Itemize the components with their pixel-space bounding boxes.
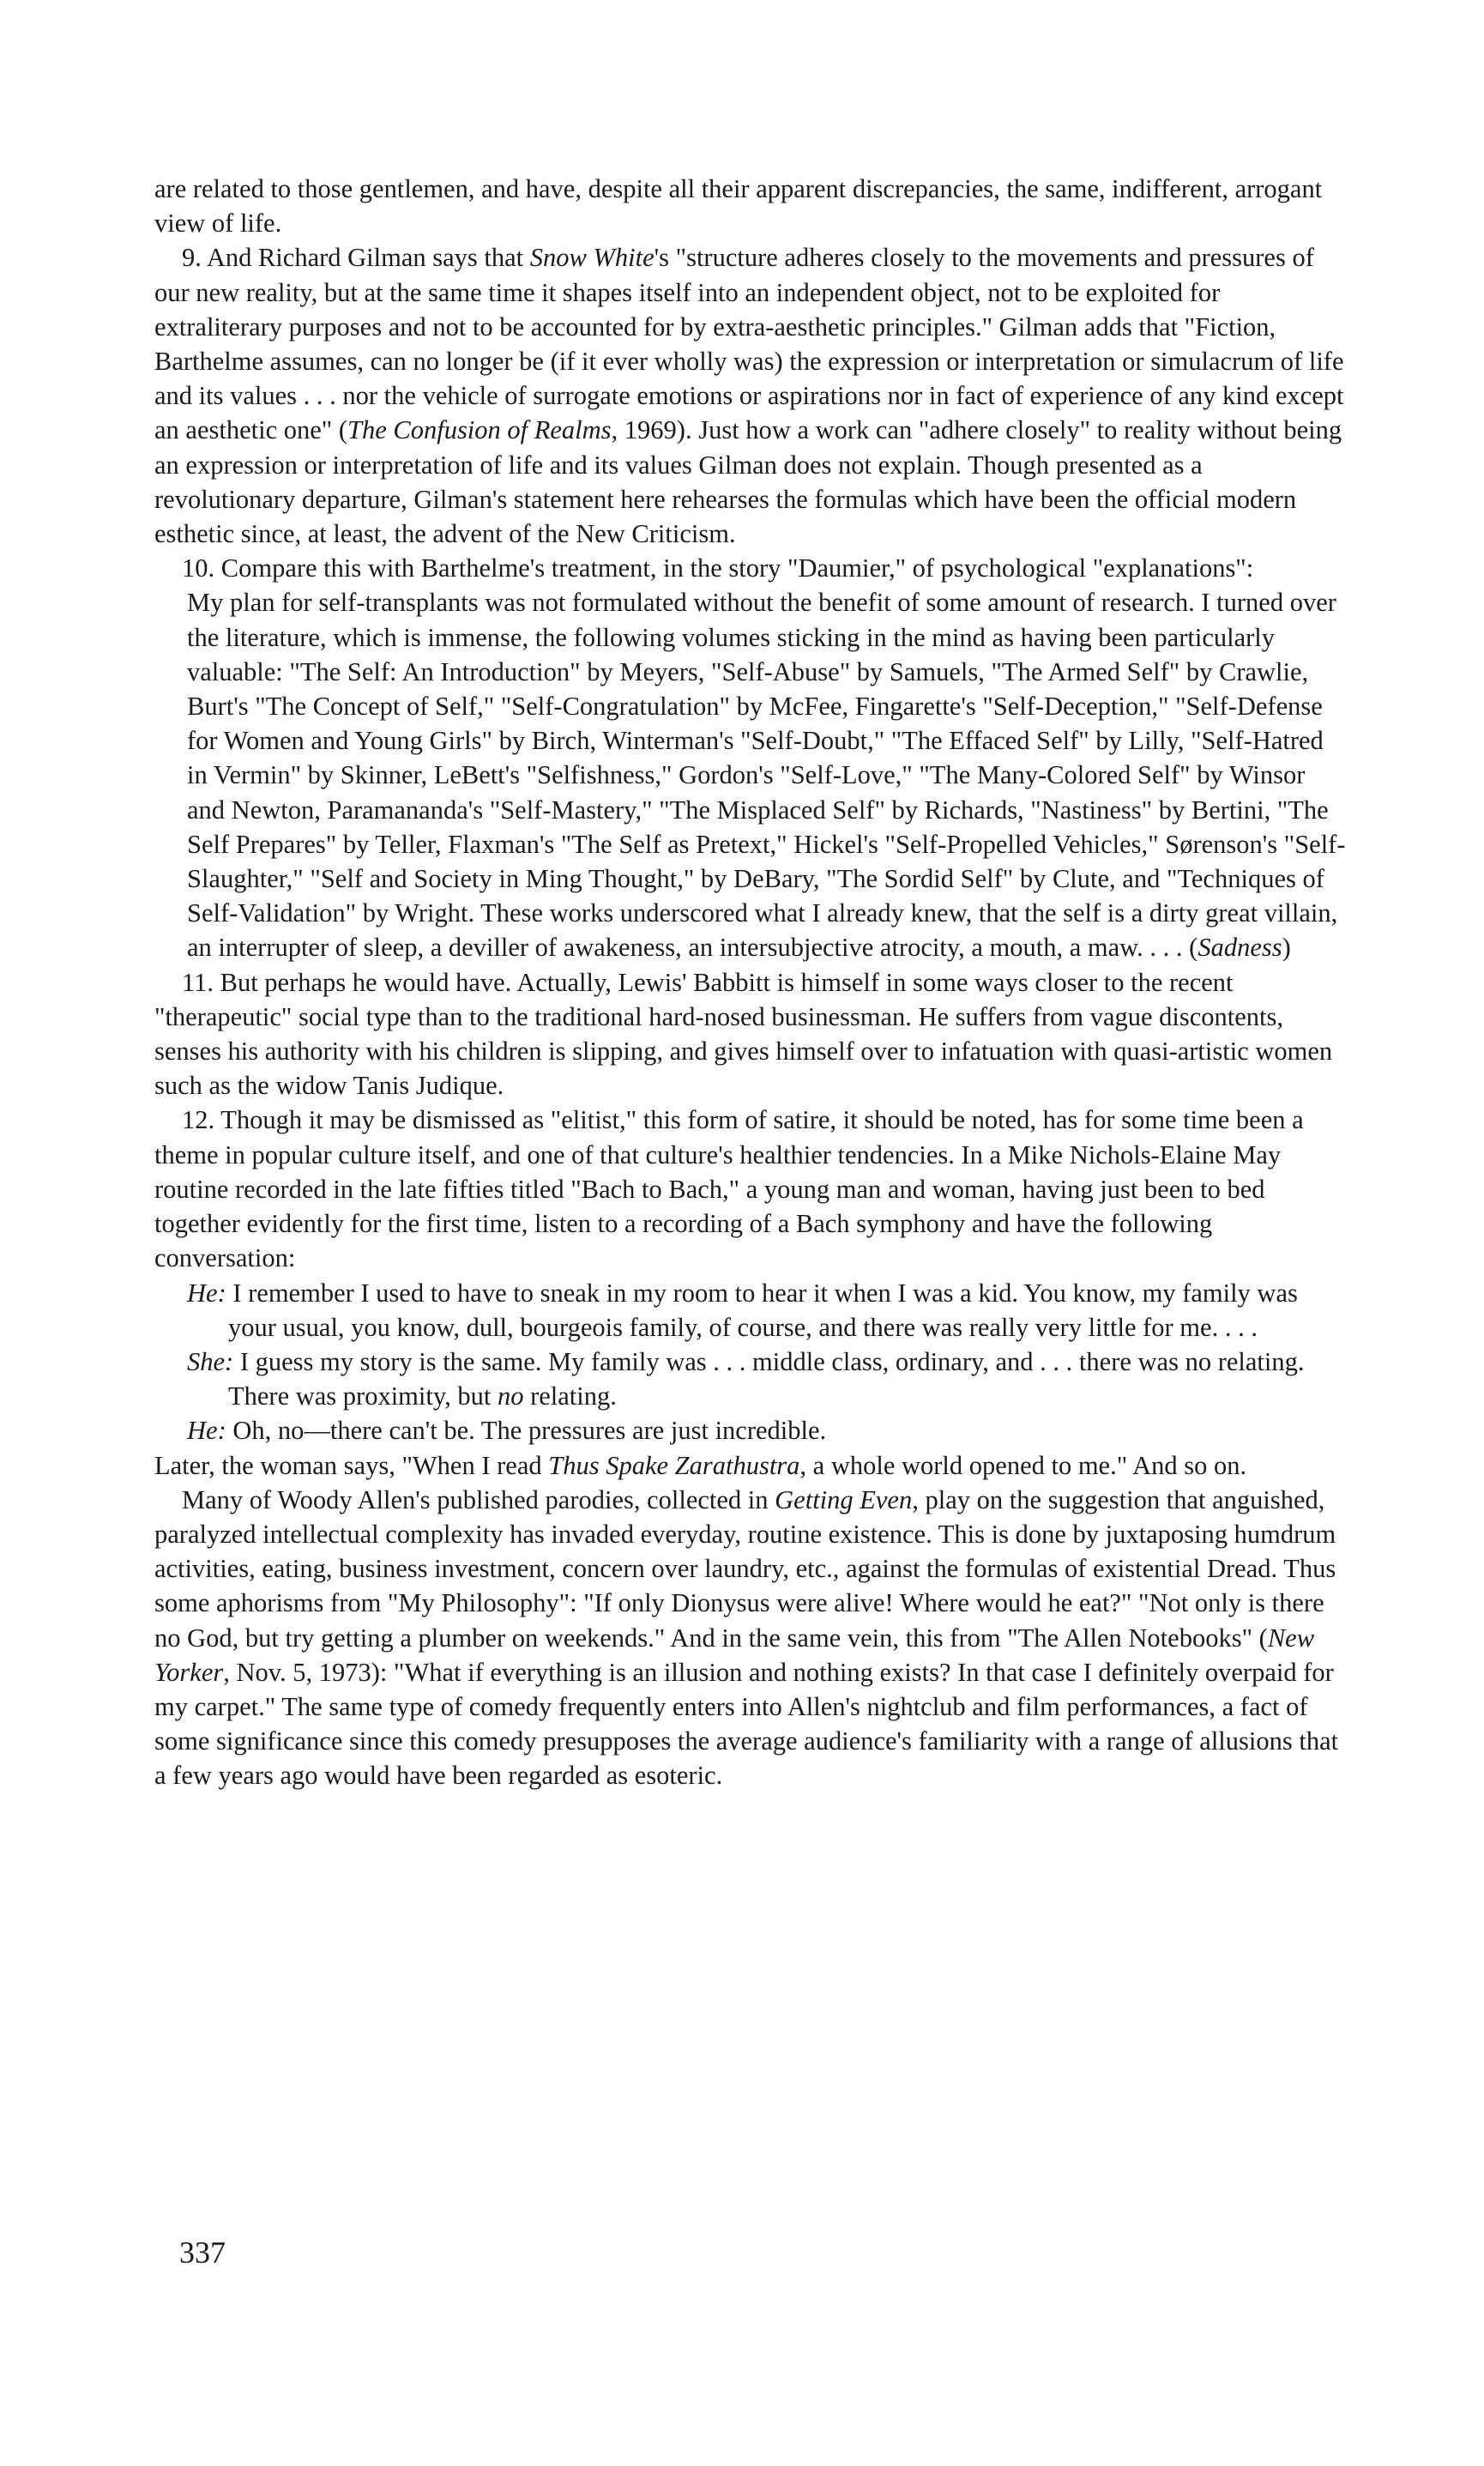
note-9-text-a: 9. And Richard Gilman says that: [182, 243, 530, 273]
book-title-confusion-of-realms: The Confusion of Realms: [347, 415, 612, 445]
dialogue-line-he-2: [187, 1413, 1347, 1448]
speaker-he: He:: [187, 1278, 226, 1308]
page-number: 337: [179, 2235, 226, 2270]
dialogue-text: I guess my story is the same. My family was . . . middle class, ordinary, and . . . there was no relating. There was proximity, but: [228, 1346, 1305, 1411]
dialogue-line-he-1: [187, 1276, 1347, 1345]
book-title-zarathustra: Thus Spake Zarathustra: [548, 1450, 800, 1480]
book-title-getting-even: Getting Even: [775, 1484, 913, 1514]
allen-text-c: , Nov. 5, 1973): "What if everything is an illusion and nothing exists? In that case I definitely overpaid for my carpet." The same type of comedy frequently enters into Allen's nightclub and film performances, a fact of some significance since this comedy presupposes the average audience's familiarity with a range of allusions that a few years ago would have been regarded as esoteric.: [154, 1657, 1339, 1791]
dialogue-emphasis: no: [497, 1381, 524, 1411]
later-paragraph: [154, 1448, 1347, 1483]
note-9-text-b: 's "structure adheres closely to the movements and pressures of our new reality, but at the same time it shapes itself into an independent object, not to be exploited for extraliterary purposes and not to be accounted for by extra-aesthetic principles." Gilman adds that "Fiction, Barthelme assumes, can no longer be (if it ever wholly was) the expression or interpretation or simulacrum of life and its values . . . nor the vehicle of surrogate emotions or aspirations nor in fact of experience of any kind except an aesthetic one" (: [154, 243, 1344, 445]
note-9: [154, 240, 1347, 551]
dialogue-text: Oh, no—there can't be. The pressures are just incredible.: [226, 1416, 827, 1446]
later-text-b: , a whole world opened to me." And so on.: [799, 1450, 1247, 1480]
allen-paragraph: [154, 1483, 1347, 1793]
dialogue-text: I remember I used to have to sneak in my room to hear it when I was a kid. You know, my family was your usual, you know, dull, bourgeois family, of course, and there was really very little for me. . . .: [226, 1278, 1298, 1342]
continued-paragraph: are related to those gentlemen, and have, despite all their apparent discrepancies, the same, indifferent, arrogant view of life.: [154, 174, 1323, 239]
quote-source: Sadness: [1197, 933, 1282, 963]
note-12: 12. Though it may be dismissed as "elitist," this form of satire, it should be noted, has for some time been a theme in popular culture itself, and one of that culture's healthier tendencies. In a Mike Nichols-Elaine May routine recorded in the late fifties titled "Bach to Bach," a young man and woman, having just been to bed together evidently for the first time, listen to a recording of a Bach symphony and have the following conversation:: [154, 1105, 1304, 1273]
note-10: 10. Compare this with Barthelme's treatment, in the story "Daumier," of psychological "explanations":: [182, 553, 1254, 583]
dialogue-text: relating.: [523, 1381, 617, 1411]
block-quote-daumier: [187, 585, 1347, 964]
quote-text: My plan for self-transplants was not formulated without the benefit of some amount of research. I turned over the literature, which is immense, the following volumes sticking in the mind as having been particularly valuable: "The Self: An Introduction" by Meyers, "Self-Abuse" by Samuels, "The Armed Self" by Crawlie, Burt's "The Concept of Self," "Self-Congratulation" by McFee, Fingarette's "Self-Deception," "Self-Defense for Women and Young Girls" by Birch, Winterman's "Self-Doubt," "The Effaced Self" by Lilly, "Self-Hatred in Vermin" by Skinner, LeBett's "Selfishness," Gordon's "Self-Love," "The Many-Colored Self" by Winsor and Newton, Paramananda's "Self-Mastery," "The Misplaced Self" by Richards, "Nastiness" by Bertini, "The Self Prepares" by Teller, Flaxman's "The Self as Pretext," Hickel's "Self-Propelled Vehicles," Sørenson's "Self-Slaughter," "Self and Society in Ming Thought," by DeBary, "The Sordid Self" by Clute, and "Techniques of Self-Validation" by Wright. These works underscored what I already knew, that the self is a dirty great villain, an interrupter of sleep, a deviller of awakeness, an intersubjective atrocity, a mouth, a maw. . . . (: [187, 588, 1346, 963]
quote-end: ): [1282, 933, 1291, 963]
page-body: [154, 172, 1347, 1793]
magazine-title-new-yorker: New Yorker: [154, 1623, 1315, 1687]
dialogue-line-she: [187, 1345, 1347, 1413]
later-text-a: Later, the woman says, "When I read: [154, 1450, 549, 1480]
book-title-snow-white: Snow White: [529, 243, 655, 273]
note-11: 11. But perhaps he would have. Actually, Lewis' Babbitt is himself in some ways closer to the recent "therapeutic" social type than to the traditional hard-nosed businessman. He suffers from vague discontents, senses his authority with his children is slipping, and gives himself over to infatuation with quasi-artistic women such as the widow Tanis Judique.: [154, 967, 1333, 1101]
note-9-text-c: , 1969). Just how a work can "adhere closely" to reality without being an expression or interpretation of life and its values Gilman does not explain. Though presented as a revolutionary departure, Gilman's statement here rehearses the formulas which have been the official modern esthetic since, at least, the advent of the New Criticism.: [154, 415, 1342, 549]
allen-text-a: Many of Woody Allen's published parodies, collected in: [182, 1484, 775, 1514]
speaker-he: He:: [187, 1416, 226, 1446]
speaker-she: She:: [187, 1346, 234, 1376]
allen-text-b: , play on the suggestion that anguished, paralyzed intellectual complexity has invaded everyday, routine existence. This is done by juxtaposing humdrum activities, eating, business investment, concern over laundry, etc., against the formulas of existential Dread. Thus some aphorisms from "My Philosophy": "If only Dionysus were alive! Where would he eat?" "Not only is there no God, but try getting a plumber on weekends." And in the same vein, this from "The Allen Notebooks" (: [154, 1484, 1336, 1653]
